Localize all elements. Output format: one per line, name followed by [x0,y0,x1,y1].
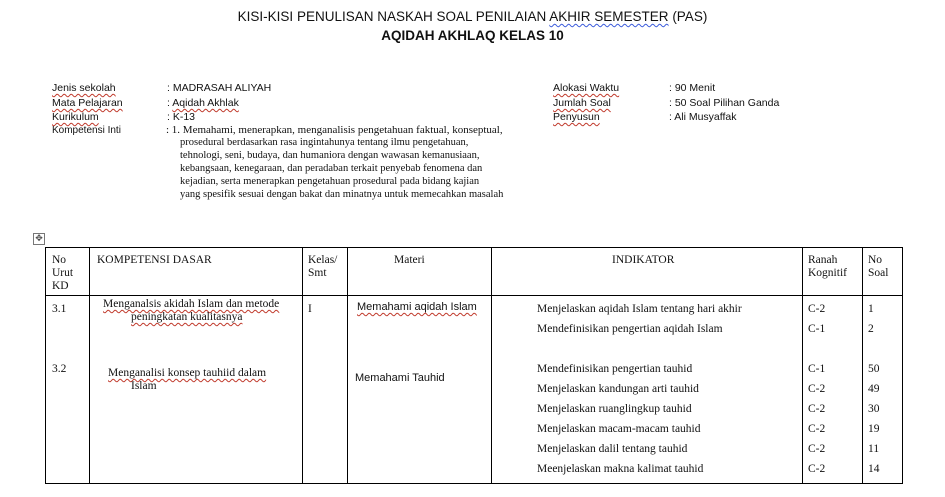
row-3-1-kelas: I [308,303,312,315]
meta-label-penyusun: Penyusun [553,111,600,123]
meta-value-mata-pelajaran [167,97,239,109]
document-title [0,9,945,24]
row-3-1-soal-2: 2 [868,323,874,335]
kisi-kisi-table [45,247,903,484]
document-subtitle: AQIDAH AKHLAQ KELAS 10 [381,28,564,43]
row-3-1-indikator-2: Mendefinisikan pengertian aqidah Islam [537,323,723,335]
row-3-1-soal-1: 1 [868,303,874,315]
kompetensi-inti-line-4: kebangsaan, kenegaraan, dan peradaban terkait penyebab fenomena dan [180,163,483,174]
title-text-suffix: (PAS) [668,9,708,24]
row-3-2-indikator-4: Menjelaskan macam-macam tauhid [537,423,701,435]
meta-label-kurikulum: Kurikulum [52,111,99,123]
title-text-marked: AKHIR SEMESTER [549,9,669,24]
header-text: No [868,254,883,266]
row-3-2-ranah-5: C-2 [808,443,826,455]
header-text: No [52,254,67,266]
header-text: Smt [308,267,327,279]
col-divider [862,248,863,483]
row-3-2-soal-3: 30 [868,403,880,415]
row-3-2-soal-4: 19 [868,423,880,435]
row-3-2-materi: Memahami Tauhid [355,372,445,384]
row-3-2-ranah-4: C-2 [808,423,826,435]
header-text: Kelas/ [308,254,338,266]
row-3-2-soal-1: 50 [868,363,880,375]
header-indikator: INDIKATOR [612,254,675,266]
header-kelas-smt [308,254,337,280]
meta-value-text: Aqidah Akhlak [172,97,239,109]
row-3-2-no: 3.2 [52,363,67,375]
meta-label-kompetensi-inti: Kompetensi Inti [52,125,121,136]
kompetensi-inti-line-1: : 1. Memahami, menerapkan, menganalisis pengetahuan faktual, konseptual, [166,124,503,136]
row-3-2-ranah-3: C-2 [808,403,826,415]
row-3-2-indikator-3: Menjelaskan ruanglingkup tauhid [537,403,692,415]
table-move-handle-icon[interactable]: ✥ [33,233,45,245]
meta-value-jenis-sekolah: : MADRASAH ALIYAH [167,82,272,94]
row-3-2-ranah-1: C-1 [808,363,826,375]
header-text: KD [52,280,69,292]
col-divider [89,248,90,483]
kompetensi-inti-line-2: prosedural berdasarkan rasa ingintahunya tentang ilmu pengetahuan, [180,137,469,148]
row-3-2-ranah-6: C-2 [808,463,826,475]
header-text: Kognitif [808,267,847,279]
row-3-1-materi [357,301,477,314]
meta-label-mata-pelajaran: Mata Pelajaran [52,97,123,109]
header-materi: Materi [394,254,425,266]
row-3-2-indikator-2: Menjelaskan kandungan arti tauhid [537,383,699,395]
row-3-2-indikator-1: Mendefinisikan pengertian tauhid [537,363,693,375]
header-no-urut-kd [52,254,73,293]
header-divider [46,295,902,296]
row-3-1-indikator-1: Menjelaskan aqidah Islam tentang hari akhir [537,303,742,315]
kompetensi-inti-line-5: kejadian, serta menerapkan pengetahuan prosedural pada bidang kajian [180,176,480,187]
col-divider [302,248,303,483]
materi-text: Memahami aqidah Islam [357,301,477,313]
header-kompetensi-dasar: KOMPETENSI DASAR [97,254,212,266]
row-3-2-indikator-6: Meenjelaskan makna kalimat tauhid [537,463,704,475]
col-divider [802,248,803,483]
meta-colon: : [167,97,173,109]
meta-value-jumlah-soal: : 50 Soal Pilihan Ganda [669,97,780,109]
row-3-2-soal-5: 11 [868,443,880,455]
header-ranah-kognitif [808,254,847,280]
row-3-1-kd-line-1: Menganalsis akidah Islam dan metode [103,298,280,310]
row-3-2-kd-line-1: Menganalisi konsep tauhiid dalam [108,367,267,379]
header-no-soal [868,254,888,280]
meta-value-kurikulum: : K-13 [167,111,196,123]
header-text: Soal [868,267,889,279]
row-3-1-no: 3.1 [52,303,67,315]
meta-label-alokasi-waktu: Alokasi Waktu [553,82,620,94]
meta-value-penyusun: : Ali Musyaffak [669,111,737,123]
row-3-1-ranah-2: C-1 [808,323,826,335]
meta-label-jumlah-soal: Jumlah Soal [553,97,611,109]
meta-value-alokasi-waktu: : 90 Menit [669,82,716,94]
row-3-1-kd-line-2: peningkatan kualitasnya [131,311,243,323]
row-3-2-soal-2: 49 [868,383,880,395]
kompetensi-inti-line-3: tehnologi, seni, budaya, dan humaniora dengan wawasan kemanusiaan, [180,150,480,161]
row-3-2-indikator-5: Menjelaskan dalil tentang tauhid [537,443,688,455]
row-3-2-kd-line-2: Islam [131,380,157,392]
col-divider [347,248,348,483]
row-3-2-soal-6: 14 [868,463,880,475]
row-3-1-ranah-1: C-2 [808,303,826,315]
meta-label-jenis-sekolah: Jenis sekolah [52,82,116,94]
title-text: KISI-KISI PENULISAN NASKAH SOAL PENILAIAN [237,9,550,24]
col-divider [491,248,492,483]
row-3-2-ranah-2: C-2 [808,383,826,395]
header-text: Urut [52,267,74,279]
header-text: Ranah [808,254,838,266]
kompetensi-inti-line-6: yang spesifik sesuai dengan bakat dan minatnya untuk memecahkan masalah [180,189,504,200]
